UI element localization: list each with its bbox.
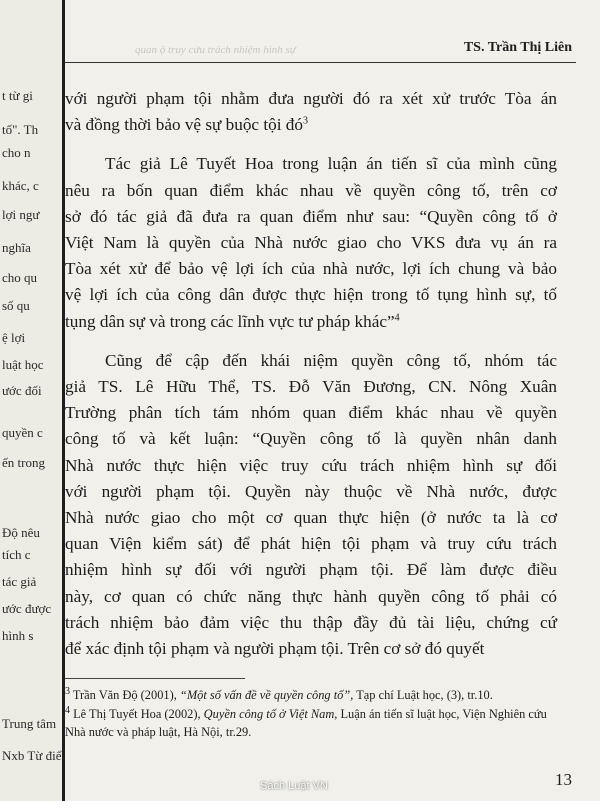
adjacent-page-fragment: khác, c bbox=[2, 178, 39, 193]
adjacent-page-fragment: ước được bbox=[2, 601, 52, 616]
text-line: và đồng thời bảo vệ sự buộc tội $đó^3$ bbox=[65, 115, 308, 135]
text-line: Cũng để cập đến khái niệm quyền công tố, nhóm tác bbox=[105, 350, 557, 370]
adjacent-page-fragment: số qu bbox=[2, 298, 30, 313]
adjacent-page-fragment: lợi ngư bbox=[2, 207, 40, 222]
adjacent-page-fragment: Trung tâm bbox=[2, 716, 57, 731]
adjacent-page-fragment: cho qu bbox=[2, 270, 38, 285]
text-line: Nhà nước giao cho một cơ quan thực hiện (ở nước ta là cơ bbox=[65, 508, 557, 528]
text-line: Nhà nước thực hiện việc truy cứu trách nhiệm hình sự đối bbox=[65, 455, 557, 475]
paragraph-2 bbox=[65, 151, 557, 334]
adjacent-page-fragment: ệ lợi bbox=[2, 330, 26, 345]
text-line: nhiệm hình sự đối với người phạm tội. Để làm được điều bbox=[65, 560, 557, 580]
adjacent-page-fragment: t từ gi bbox=[2, 88, 33, 103]
text-line: tụng dân sự và trong các lĩnh vực tư pháp khác”$^4$ bbox=[65, 311, 400, 331]
adjacent-page-fragment: luật học bbox=[2, 357, 44, 372]
adjacent-page-fragment: ến trong bbox=[2, 455, 45, 470]
adjacent-page-fragment: Nxb Từ điể bbox=[2, 748, 62, 763]
footnote-4: $^4$ Lê Thị Tuyết Hoa (2002), Quyền công tố ở Việt Nam, Luận án tiến sĩ luật học, Viện Nghiên cứu Nhà nước và pháp luật, Hà Nội, tr.29. bbox=[65, 704, 547, 740]
watermark: Sách Luật VN bbox=[260, 780, 328, 792]
text-line: Tác giả Lê Tuyết Hoa trong luận án tiến sĩ của mình cũng bbox=[105, 154, 557, 174]
header-rule bbox=[65, 62, 576, 63]
adjacent-page-fragment: tích c bbox=[2, 547, 31, 562]
text-line: này, cơ quan có chức năng thực hành quyền công tố phải có bbox=[65, 586, 557, 606]
paragraph-3 bbox=[65, 348, 557, 662]
show-through-text: quan ộ truy cứu trách nhiệm hình sự bbox=[135, 44, 296, 56]
text-line: nêu ra bốn quan điểm khác nhau về quyền công tố, trên cơ bbox=[65, 180, 557, 200]
adjacent-page-fragment: nghĩa bbox=[2, 240, 31, 255]
footnote-ref: 4 bbox=[394, 311, 400, 323]
footnote-separator bbox=[65, 678, 245, 679]
text-line: công tố và kết luận: “Quyền công tố là quyền nhân danh bbox=[65, 429, 557, 449]
adjacent-page-fragment: tác giả bbox=[2, 574, 37, 589]
text-line: Trường phân tích tám nhóm quan điểm khác nhau về quyền bbox=[65, 403, 557, 423]
text-line: sở đó tác giả đã đưa ra quan điểm như sau: “Quyền công tố ở bbox=[65, 206, 557, 226]
footnotes bbox=[65, 686, 555, 742]
text-line: giả TS. Lê Hữu Thể, TS. Đỗ Văn Đương, CN. Nông Xuân bbox=[65, 377, 557, 397]
adjacent-page-fragment: hình s bbox=[2, 628, 34, 643]
page-number: 13 bbox=[555, 770, 572, 789]
adjacent-page-fragment: cho n bbox=[2, 145, 31, 160]
text-line: vệ lợi ích của công dân được thực hiện trong tố tụng hình sự, tố bbox=[65, 285, 557, 305]
book-page bbox=[65, 0, 600, 801]
adjacent-page-fragment: quyền c bbox=[2, 425, 43, 440]
adjacent-page-fragment: tố". Th bbox=[2, 122, 39, 137]
text-line: với người phạm tội nhằm đưa người đó ra xét xử trước Tòa án bbox=[65, 89, 557, 108]
running-header bbox=[65, 40, 600, 62]
text-line: Việt Nam là quyền của Nhà nước giao cho VKS đưa vụ án ra bbox=[65, 233, 557, 253]
text-line: Tòa xét xử để bảo vệ lợi ích của nhà nước, lợi ích chung và bảo bbox=[65, 259, 557, 279]
text-line: quan Viện kiểm sát) để phát hiện tội phạm và truy cứu trách bbox=[65, 534, 557, 554]
page-body bbox=[65, 86, 557, 662]
adjacent-page-fragment: Độ nêu bbox=[2, 525, 40, 540]
paragraph-1 bbox=[65, 86, 557, 138]
text-line: để xác định tội phạm và người phạm tội. Trên cơ sở đó quyết bbox=[65, 639, 485, 659]
footnote-ref: 3 bbox=[303, 115, 308, 127]
footnote-3: $^3$ Trần Văn Độ (2001), “Một số vấn đề về quyền công tố”, Tạp chí Luật học, (3), tr.10. bbox=[65, 685, 493, 702]
header-author: TS. Trần Thị Liên bbox=[463, 40, 572, 55]
adjacent-page-fragment: ước đối bbox=[2, 383, 42, 398]
text-line: với người phạm tội. Quyền này thuộc về Nhà nước, được bbox=[65, 481, 557, 501]
adjacent-page-edge bbox=[0, 0, 65, 801]
text-line: trách nhiệm bảo đảm việc thu thập đầy đủ tài liệu, chứng cứ bbox=[65, 612, 557, 632]
